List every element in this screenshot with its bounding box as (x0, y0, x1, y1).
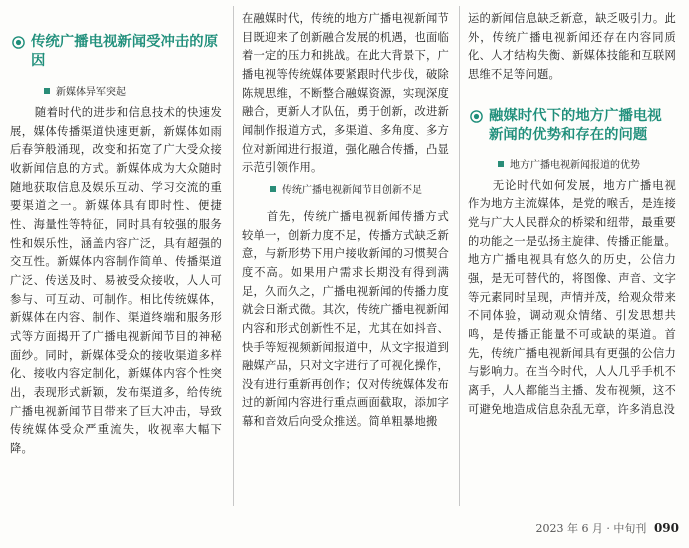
paragraph-new-media: 随着时代的进步和信息技术的快速发展，媒体传播渠道快速更新，新媒体如雨后春笋般涌现，改变和拓宽了广大受众接收新闻信息的方式。新媒体成为大众随时随地获取信息及娱乐互动、学习交流的重要渠道之一。新媒体具有即时性、便捷性、海量性等特征，同时具有较强的服务性和娱乐性，涵盖内容广泛，具有超强的交互性。新媒体内容制作简单、传播渠道广泛、传送及时、易被受众接收，人人可参与、可互动、可制作。相比传统媒体，新媒体在内容、制作、渠道终端和服务形式等方面揭开了广播电视新闻节目的神秘面纱。同时，新媒体受众的接收渠道多样化、接收内容定制化，新媒体内容个性突出，表现形式新颖，发布渠道多，给传统广播电视新闻节目带来了巨大冲击，导致传统媒体受众严重流失，收视率大幅下降。 (10, 106, 222, 455)
subheading-new-media (10, 84, 222, 102)
column-2 (242, 0, 449, 432)
section-heading-2 (468, 107, 676, 145)
column-3 (468, 0, 676, 419)
subheading-advantages (468, 157, 676, 175)
issue-label: 2023 年 6 月 · 中旬刊 (535, 522, 647, 535)
paragraph-media-convergence: 在融媒时代，传统的地方广播电视新闻节目既迎来了创新融合发展的机遇，也面临着一定的压力和挑战。在此大背景下，广播电视等传统媒体要紧跟时代步伐，破除陈规思维，不断整合融媒资源，实现深度融合，更新人才队伍，勇于创新，改进新闻制作报道方式，多渠道、多角度、多方位对新闻进行报道，强化融合传播，凸显示范引领作用。 (242, 12, 449, 175)
section-heading-1 (10, 33, 222, 71)
column-divider-1 (233, 6, 234, 506)
page-number: 090 (653, 521, 679, 535)
subheading-square-icon (498, 161, 504, 167)
subheading-innovation (242, 182, 449, 200)
subheading-innovation-text: 传统广播电视新闻节目创新不足 (282, 184, 422, 196)
section-heading-2-text: 融媒时代下的地方广播电视新闻的优势和存在的问题 (489, 107, 662, 143)
subheading-advantages-text: 地方广播电视新闻报道的优势 (510, 159, 640, 171)
page-footer (535, 520, 679, 536)
subheading-square-icon (270, 186, 276, 192)
section-heading-1-text: 传统广播电视新闻受冲击的原因 (31, 34, 219, 69)
paragraph-advantages: 无论时代如何发展，地方广播电视作为地方主流媒体，是党的喉舌，是连接党与广大人民群众的桥梁和纽带，最重要的功能之一是弘扬主旋律、传播正能量。地方广播电视具有悠久的历史，公信力强，是无可替代的，将图像、声音、文字等元素同时呈现，声情并茂，给观众带来不同体验，调动观众情绪、引发思想共鸣，是传播正能量不可或缺的渠道。首先，传统广播电视新闻具有更强的公信力与影响力。在当今时代，人人几乎手机不离手，人人都能当主播、发布视频，这不可避免地造成信息杂乱无章，许多消息没 (468, 178, 676, 416)
subheading-square-icon (44, 88, 50, 94)
heading-bullet-icon (470, 110, 483, 123)
paragraph-continued: 运的新闻信息缺乏新意，缺乏吸引力。此外，传统广播电视新闻还存在内容同质化、人才结构失衡、新媒体技能和互联网思维不足等问题。 (468, 12, 676, 81)
column-divider-2 (459, 6, 460, 506)
paragraph-innovation: 首先，传统广播电视新闻传播方式较单一，创新力度不足，传播方式缺乏新意，与新形势下用户接收新闻的习惯契合度不高。如果用户需求长期没有得到满足，久而久之，广播电视新闻的传播力度就会日渐式微。其次，传统广播电视新闻内容和形式创新性不足，尤其在如抖音、快手等短视频新闻报道中，从文字报道到融媒产品，只对文字进行了可视化操作，没有进行重新再创作；仅对传统媒体发布过的新闻内容进行重点画面截取，添加字幕和音效后向受众推送。简单粗暴地搬 (242, 209, 449, 429)
heading-bullet-icon (12, 36, 25, 49)
column-1 (10, 0, 222, 458)
subheading-new-media-text: 新媒体异军突起 (56, 87, 126, 98)
